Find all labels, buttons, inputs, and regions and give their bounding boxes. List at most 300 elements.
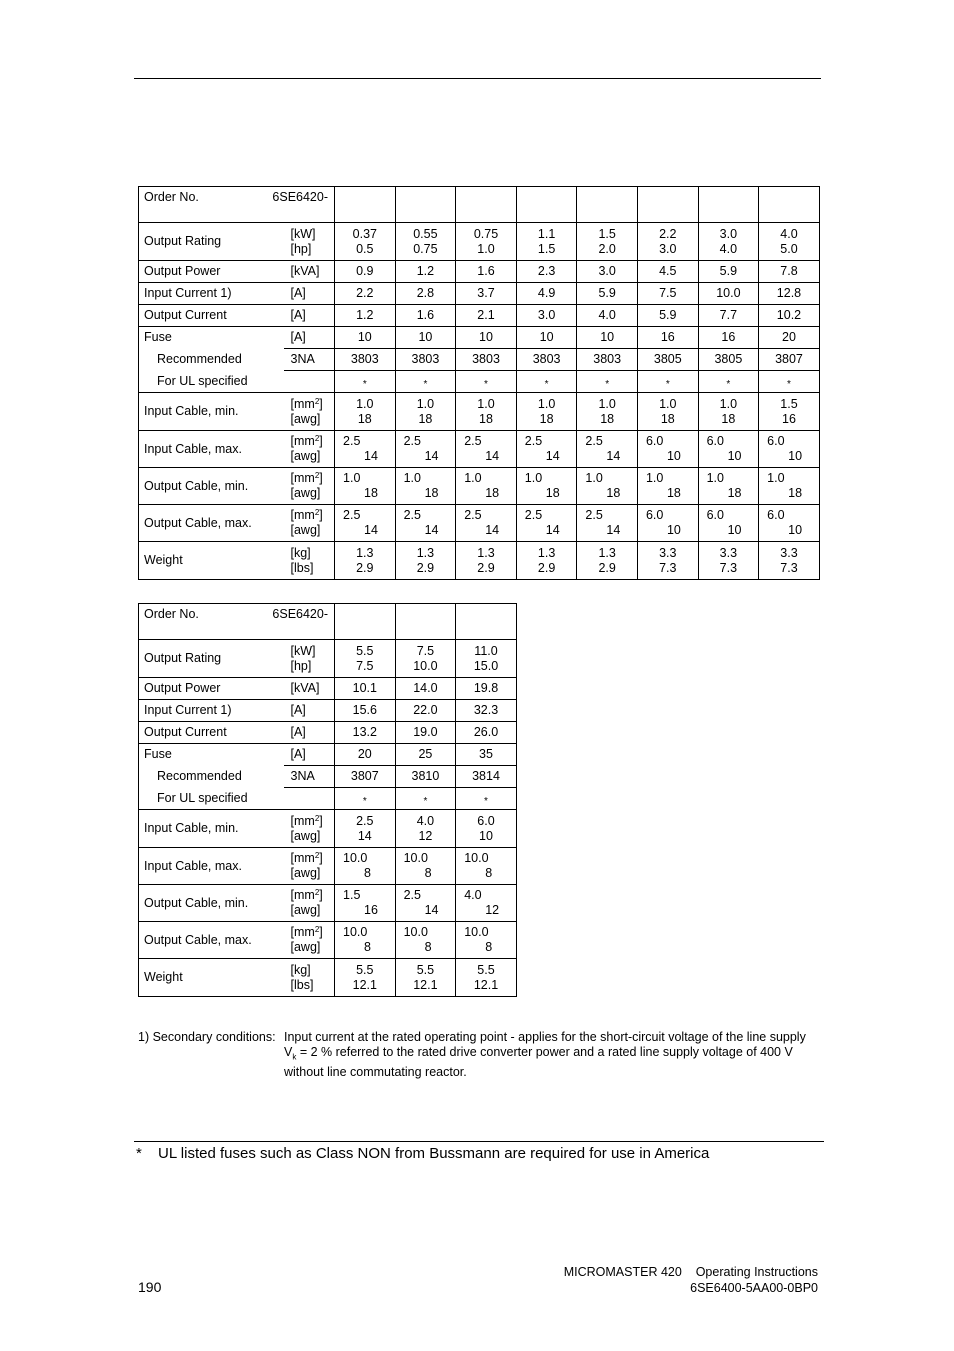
unit-line-2: [awg] [290,411,321,426]
value-line-2: 14 [485,523,500,537]
spec-row [139,393,820,431]
order-no-value [759,187,820,223]
row-label: Output Current [139,722,284,744]
value-line-2: 0.75 [413,241,438,256]
value-cell [577,505,638,542]
value-cell: 3803 [335,349,396,371]
value-line-2: 14 [606,523,621,537]
unit-line-1-text: [mm [290,396,315,411]
unit-line-1 [291,925,335,940]
value-line-1: 0.55 [413,226,438,241]
value-cell [516,393,577,431]
value-cell [335,393,396,431]
value-cell: 13.2 [335,722,396,744]
value-line-2: 14 [485,449,500,463]
value-line-2: 10 [788,449,803,463]
spec-row [139,542,820,580]
value-cell: 3810 [395,766,456,788]
spec-row [139,505,820,542]
value-cell [577,223,638,261]
value-line-1: 1.0 [416,396,435,411]
value-line-1: 1.3 [598,545,616,560]
value-cell: 25 [395,744,456,766]
value-line-2: 16 [782,411,796,426]
value-cell [516,468,577,505]
value-line-2: 18 [485,486,500,500]
value-line-1: 11.0 [474,643,498,658]
value-cell: 5.9 [577,283,638,305]
value-line-2: 12.1 [413,977,438,992]
value-line-1: 6.0 [767,434,785,448]
row-unit [284,371,335,393]
value-cell: 3807 [759,349,820,371]
value-cell [456,431,517,468]
spec-table-1 [138,186,820,580]
value-cell: * [335,371,396,393]
unit-line-1-text: [mm [290,888,315,902]
value-line-1: 1.0 [719,396,738,411]
value-line-1: 1.0 [585,471,603,485]
row-unit [284,542,335,580]
value-cell: 3.7 [456,283,517,305]
value-line-1: 10.0 [464,925,489,939]
row-label: Input Current 1) [139,700,284,722]
row-unit: [A] [284,305,335,327]
value-cell: 2.8 [395,283,456,305]
spec-table-2-body [139,604,517,997]
spec-row [139,640,517,678]
value-cell [759,542,820,580]
value-cell [698,505,759,542]
value-cell [698,393,759,431]
value-cell [759,431,820,468]
unit-line-2: [awg] [290,449,321,463]
value-line-1: 1.0 [645,471,664,485]
value-line-2: 2.0 [598,241,616,256]
value-line-1: 2.5 [403,508,421,522]
unit-bracket: ] [319,925,323,939]
unit-line-1 [291,644,335,659]
value-cell [456,959,517,997]
value-line-1: 5.5 [356,643,374,658]
value-cell [698,468,759,505]
value-line-2: 12.1 [473,977,499,992]
spec-row [139,810,517,848]
unit-line-1 [291,471,335,486]
value-line-2: 14 [606,449,621,463]
value-line-2: 12.1 [352,977,377,992]
value-cell: 19.8 [456,678,517,700]
value-cell [577,468,638,505]
footer-doc-number: 6SE6400-5AA00-0BP0 [690,1281,818,1295]
value-line-2: 18 [721,411,736,426]
value-line-2: 14 [545,523,560,537]
value-line-2: 14 [357,828,372,843]
value-line-2: 10 [727,523,742,537]
value-cell [456,848,517,885]
row-unit: [kVA] [284,261,335,283]
value-cell: 1.2 [395,261,456,283]
row-label: Output Power [139,678,284,700]
value-line-1: 2.5 [343,508,361,522]
row-label: Input Cable, max. [139,848,284,885]
value-line-1: 6.0 [706,434,724,448]
value-cell [395,922,456,959]
unit-superscript: 2 [314,396,320,406]
value-cell: * [698,371,759,393]
value-cell [395,431,456,468]
value-cell: 7.8 [759,261,820,283]
value-line-1: 2.5 [585,434,603,448]
row-unit: [A] [284,283,335,305]
value-line-1: 4.0 [780,226,798,241]
value-line-1: 10.0 [343,851,368,865]
row-unit: [A] [284,700,335,722]
value-cell [577,431,638,468]
unit-line-1-text: [kg] [290,545,311,560]
row-unit [284,848,335,885]
value-cell [698,431,759,468]
unit-bracket: ] [319,396,323,411]
value-line-1: 5.5 [477,962,495,977]
value-line-2: 14 [364,449,378,463]
row-label: For UL specified [139,788,284,810]
value-cell: 3805 [637,349,698,371]
value-line-2: 8 [485,940,493,954]
spec-table-1-body [139,187,820,580]
unit-line-1 [291,851,335,866]
spec-row [139,744,517,766]
order-no-prefix: 6SE6420- [272,190,329,204]
value-line-2: 12 [418,828,433,843]
spec-row [139,223,820,261]
value-cell: 7.5 [637,283,698,305]
value-cell [335,431,396,468]
value-cell: 5.9 [698,261,759,283]
spec-row [139,766,517,788]
value-cell: 3805 [698,349,759,371]
value-cell: 3814 [456,766,517,788]
unit-line-1-text: [mm [290,471,315,485]
value-line-1: 2.5 [403,888,421,902]
unit-bracket: ] [319,888,323,902]
spec-row [139,283,820,305]
value-line-1: 2.5 [524,508,543,522]
row-label: Input Current 1) [139,283,284,305]
value-line-2: 2.9 [356,560,374,575]
value-cell: 3803 [516,349,577,371]
row-unit [284,640,335,678]
value-cell: * [516,371,577,393]
row-unit: [A] [284,327,335,349]
value-cell [335,885,396,922]
value-cell [456,468,517,505]
page-number: 190 [138,1279,162,1295]
value-cell [456,542,517,580]
value-line-2: 8 [364,866,371,880]
row-unit [284,885,335,922]
value-line-1: 1.0 [356,396,374,411]
value-cell: 20 [759,327,820,349]
order-no-cell [139,187,335,223]
value-line-1: 10.0 [464,851,489,865]
footnote-text-part1: Input current at the rated operating point - applies for the short-circuit voltage of the line supply V [284,1030,806,1059]
unit-line-2: [lbs] [290,977,314,992]
order-no-cell [139,604,335,640]
order-no-label: Order No. [144,190,199,204]
value-cell [577,542,638,580]
row-label: Input Cable, max. [139,431,284,468]
value-line-1: 1.0 [343,471,361,485]
value-line-1: 1.3 [537,545,556,560]
order-no-value [335,187,396,223]
value-line-1: 1.1 [537,226,556,241]
value-line-2: 18 [788,486,803,500]
value-cell [698,542,759,580]
value-cell [456,640,517,678]
value-cell [395,810,456,848]
unit-line-1 [291,888,335,903]
value-line-2: 10 [479,828,493,843]
row-unit: [kVA] [284,678,335,700]
value-line-2: 14 [424,449,439,463]
value-line-2: 15.0 [473,658,499,673]
value-line-2: 18 [666,486,681,500]
value-cell: 26.0 [456,722,517,744]
unit-bracket: ] [319,851,323,865]
value-line-1: 2.5 [403,434,421,448]
unit-line-1 [291,508,335,523]
value-cell [335,848,396,885]
value-line-1: 0.37 [352,226,377,241]
value-line-2: 1.0 [477,241,495,256]
spec-row [139,305,820,327]
unit-line-1-text: [mm [290,434,315,448]
value-line-1: 3.3 [780,545,798,560]
unit-line-2: [awg] [290,940,321,954]
value-cell [395,640,456,678]
value-line-1: 2.5 [524,434,543,448]
value-cell [335,542,396,580]
row-unit [284,505,335,542]
value-line-2: 18 [364,486,378,500]
value-line-1: 1.0 [464,471,482,485]
ul-fuse-note [136,1145,709,1162]
row-unit [284,431,335,468]
value-line-2: 7.3 [719,560,738,575]
row-label: Output Rating [139,223,284,261]
unit-superscript: 2 [314,471,320,480]
value-line-1: 6.0 [706,508,724,522]
value-line-1: 6.0 [767,508,785,522]
value-line-2: 5.0 [780,241,798,256]
unit-line-1 [291,546,335,561]
value-cell [516,542,577,580]
value-line-1: 1.3 [477,545,495,560]
value-line-1: 4.0 [464,888,482,902]
value-line-2: 16 [364,903,378,917]
unit-line-1-text: [kW] [290,226,316,241]
value-line-2: 1.5 [537,241,556,256]
value-cell [759,505,820,542]
value-line-2: 18 [418,411,433,426]
value-line-2: 4.0 [719,241,738,256]
value-line-1: 10.0 [343,925,368,939]
unit-line-2: [hp] [290,658,312,673]
value-cell: 3807 [335,766,396,788]
value-line-2: 10 [666,449,681,463]
unit-bracket: ] [319,471,323,485]
bottom-rule [134,1141,824,1142]
unit-line-1 [291,397,335,412]
value-cell: 19.0 [395,722,456,744]
footnote-text-part2: = 2 % referred to the rated drive converter power and a rated line supply voltage of 400 V without line commutating reactor. [284,1045,793,1079]
value-line-2: 2.9 [537,560,556,575]
value-cell: 2.2 [335,283,396,305]
value-line-1: 2.5 [343,434,361,448]
value-cell: 10.1 [335,678,396,700]
value-line-2: 18 [479,411,493,426]
value-cell [759,223,820,261]
value-cell: * [759,371,820,393]
unit-superscript: 2 [314,508,320,517]
value-cell: 4.0 [577,305,638,327]
value-cell [516,223,577,261]
value-cell: 10 [516,327,577,349]
value-cell [759,393,820,431]
value-cell: 0.9 [335,261,396,283]
value-cell [395,468,456,505]
value-cell [456,922,517,959]
value-line-1: 0.75 [473,226,499,241]
row-unit: 3NA [284,766,335,788]
value-line-1: 4.0 [416,813,435,828]
value-cell [395,848,456,885]
unit-line-2: [awg] [290,903,321,917]
value-cell [456,810,517,848]
value-cell: 3.0 [577,261,638,283]
value-cell [637,468,698,505]
value-cell: 1.2 [335,305,396,327]
order-no-label: Order No. [144,607,199,621]
value-line-2: 8 [364,940,371,954]
value-cell [516,431,577,468]
unit-line-2: [hp] [290,241,312,256]
value-cell: 4.9 [516,283,577,305]
value-line-2: 12 [485,903,500,917]
value-cell: 2.1 [456,305,517,327]
unit-superscript: 2 [314,925,320,934]
unit-line-1 [291,963,335,978]
value-line-2: 3.0 [659,241,677,256]
unit-superscript: 2 [314,434,320,443]
value-line-1: 1.0 [659,396,677,411]
value-cell: 10 [335,327,396,349]
row-label: Output Current [139,305,284,327]
value-line-1: 2.5 [356,813,374,828]
unit-line-1-text: [kW] [290,643,316,658]
order-no-row [139,187,820,223]
value-line-2: 14 [364,523,378,537]
order-no-value [395,604,456,640]
value-cell: 7.7 [698,305,759,327]
value-line-2: 8 [424,940,432,954]
value-line-1: 10.0 [403,925,428,939]
value-line-1: 1.5 [343,888,361,902]
value-cell: 22.0 [395,700,456,722]
value-line-2: 18 [660,411,675,426]
value-line-1: 1.0 [706,471,724,485]
value-cell [335,640,396,678]
value-line-1: 1.5 [598,226,616,241]
value-line-2: 18 [424,486,439,500]
spec-row [139,678,517,700]
value-line-1: 6.0 [645,508,664,522]
value-line-2: 2.9 [477,560,495,575]
row-unit [284,788,335,810]
value-line-1: 1.0 [767,471,785,485]
value-line-2: 7.5 [356,658,374,673]
spec-row [139,700,517,722]
value-cell [456,393,517,431]
unit-bracket: ] [319,434,323,448]
spec-row [139,788,517,810]
value-line-1: 1.3 [356,545,374,560]
order-no-row [139,604,517,640]
value-line-2: 7.3 [780,560,798,575]
value-cell: * [456,788,517,810]
row-unit [284,468,335,505]
value-cell: 5.9 [637,305,698,327]
value-cell [456,505,517,542]
value-line-2: 10.0 [413,658,438,673]
unit-line-2: [awg] [290,828,321,843]
row-unit [284,810,335,848]
value-cell [637,542,698,580]
value-line-1: 1.0 [524,471,543,485]
value-cell: * [456,371,517,393]
spec-row [139,349,820,371]
spec-row [139,722,517,744]
value-line-2: 2.9 [416,560,435,575]
row-label: Recommended [139,349,284,371]
unit-line-1 [291,814,335,829]
value-cell [335,922,396,959]
value-line-1: 10.0 [403,851,428,865]
spec-row [139,959,517,997]
value-line-2: 8 [485,866,493,880]
row-label: Output Cable, max. [139,505,284,542]
value-line-2: 18 [600,411,615,426]
value-cell [335,959,396,997]
value-cell [516,505,577,542]
value-line-1: 2.5 [464,508,482,522]
unit-line-2: [awg] [290,523,321,537]
value-cell: 10 [577,327,638,349]
value-cell: 10 [456,327,517,349]
value-cell: * [577,371,638,393]
row-label: Fuse [139,327,284,349]
unit-line-1 [291,227,335,242]
row-unit [284,922,335,959]
unit-superscript: 2 [314,888,320,897]
value-cell [395,542,456,580]
footer-doc-info [564,1264,818,1296]
unit-line-2: [awg] [290,486,321,500]
value-cell [637,431,698,468]
footnote-subscript: k [292,1052,297,1062]
value-line-1: 1.0 [598,396,616,411]
